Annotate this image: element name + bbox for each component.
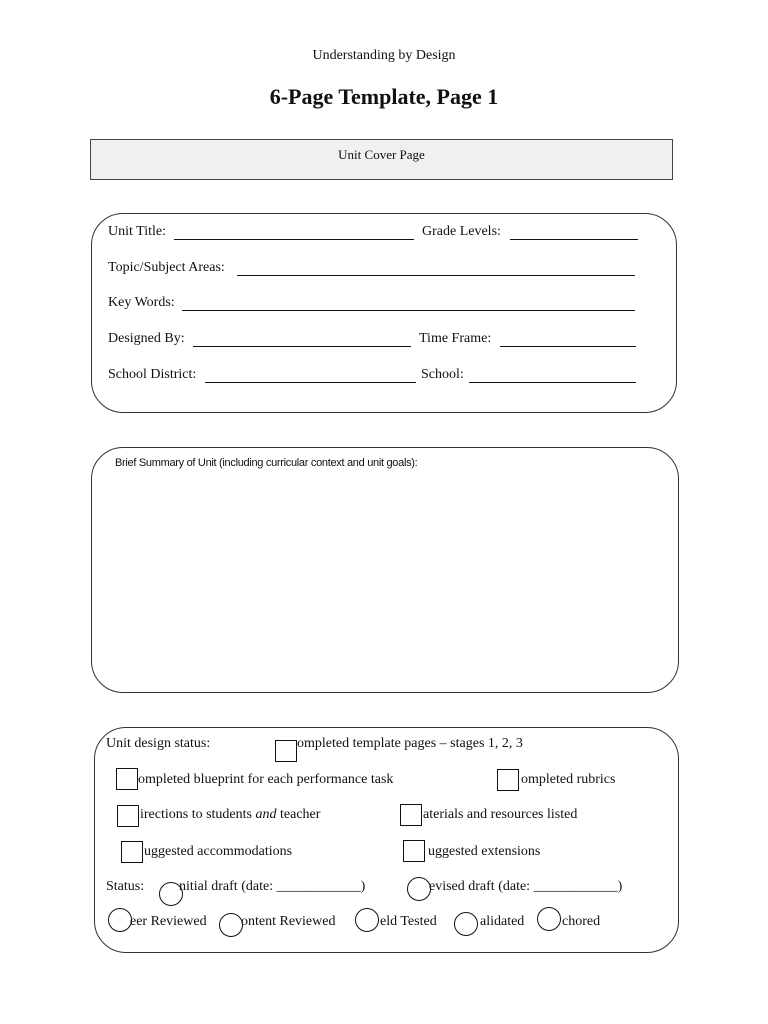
unit-title-label: Unit Title: (108, 224, 166, 239)
materials-label: aterials and resources listed (423, 807, 578, 822)
field-tested-label: eld Tested (380, 914, 437, 929)
page-title: 6-Page Template, Page 1 (269, 84, 499, 109)
directions-label (140, 807, 320, 823)
radio-content-reviewed[interactable] (219, 913, 243, 937)
anchored-label: chored (562, 914, 601, 929)
summary-label: Brief Summary of Unit (including curricular context and unit goals): (115, 457, 418, 469)
directions-text-end: teacher (276, 807, 321, 822)
designed-by-label: Designed By: (108, 331, 185, 346)
checkbox-extensions[interactable] (403, 840, 425, 862)
radio-revised-draft[interactable] (407, 877, 431, 901)
school-district-field[interactable] (205, 370, 416, 383)
key-words-label: Key Words: (108, 295, 175, 310)
school-district-label: School District: (108, 367, 197, 382)
accommodations-label: uggested accommodations (144, 844, 293, 859)
directions-text: irections to students (140, 807, 256, 822)
rubrics-label: ompleted rubrics (521, 772, 616, 787)
unit-title-field[interactable] (174, 227, 414, 240)
school-label: School: (421, 367, 464, 382)
summary-panel[interactable] (91, 447, 679, 693)
unit-info-panel (91, 213, 677, 413)
document-subtitle: Understanding by Design (312, 48, 456, 63)
checkbox-rubrics[interactable] (497, 769, 519, 791)
radio-peer-reviewed[interactable] (108, 908, 132, 932)
unit-cover-label: Unit Cover Page (338, 147, 425, 162)
blueprint-label: ompleted blueprint for each performance task (138, 772, 394, 787)
time-frame-label: Time Frame: (419, 331, 492, 346)
time-frame-field[interactable] (500, 334, 636, 347)
template-pages-label: ompleted template pages – stages 1, 2, 3 (297, 736, 523, 751)
radio-field-tested[interactable] (355, 908, 379, 932)
checkbox-template-pages[interactable] (275, 740, 297, 762)
checkbox-directions[interactable] (117, 805, 139, 827)
content-reviewed-label: ontent Reviewed (241, 914, 336, 929)
designed-by-field[interactable] (193, 334, 411, 347)
revised-draft-label: evised draft (date: ____________) (429, 879, 623, 894)
peer-reviewed-label: eer Reviewed (130, 914, 207, 929)
unit-cover-header (90, 139, 673, 180)
initial-draft-label: nitial draft (date: ____________) (179, 879, 366, 894)
checkbox-materials[interactable] (400, 804, 422, 826)
checkbox-blueprint[interactable] (116, 768, 138, 790)
school-field[interactable] (469, 370, 636, 383)
topic-areas-label: Topic/Subject Areas: (108, 260, 225, 275)
design-status-label: Unit design status: (106, 736, 211, 751)
topic-areas-field[interactable] (237, 263, 635, 276)
radio-anchored[interactable] (537, 907, 561, 931)
key-words-field[interactable] (182, 298, 635, 311)
grade-levels-label: Grade Levels: (422, 224, 501, 239)
status-label: Status: (106, 879, 145, 894)
directions-emphasis: and (255, 807, 277, 822)
validated-label: alidated (480, 914, 525, 929)
grade-levels-field[interactable] (510, 227, 638, 240)
radio-validated[interactable] (454, 912, 478, 936)
extensions-label: uggested extensions (428, 844, 541, 859)
checkbox-accommodations[interactable] (121, 841, 143, 863)
